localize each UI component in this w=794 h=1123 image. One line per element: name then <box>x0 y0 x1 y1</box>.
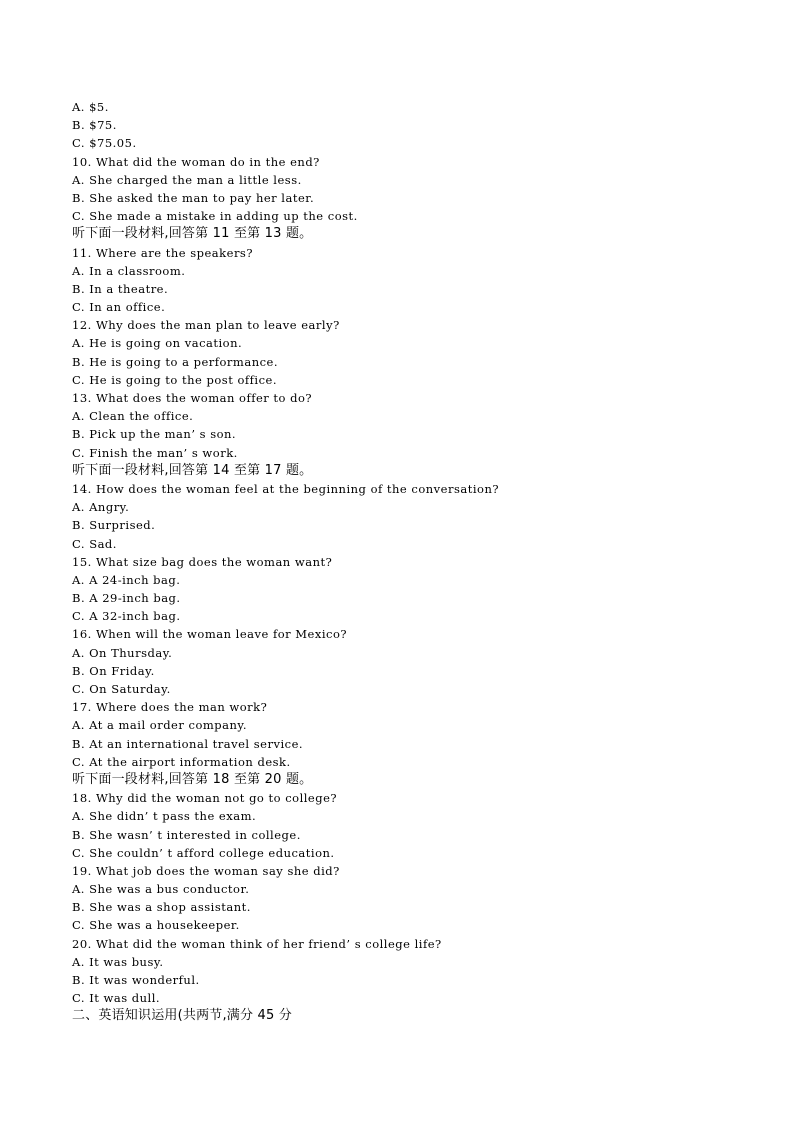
answer-option: A. Angry. <box>72 500 130 515</box>
question-text: 11. Where are the speakers? <box>72 245 254 260</box>
answer-option: A. In a classroom. <box>72 263 186 278</box>
answer-option: A. She charged the man a little less. <box>72 172 302 187</box>
answer-option: A. At a mail order company. <box>72 718 248 733</box>
answer-option: B. She asked the man to pay her later. <box>72 190 315 205</box>
answer-option: B. In a theatre. <box>72 281 169 296</box>
answer-option: C. A 32-inch bag. <box>72 609 181 624</box>
answer-option: B. She wasn’ t interested in college. <box>72 827 301 842</box>
answer-option: C. On Saturday. <box>72 682 171 696</box>
answer-option: B. $75. <box>72 118 117 133</box>
answer-option: C. She couldn’ t afford college education. <box>72 845 335 860</box>
question-text: 16. When will the woman leave for Mexico? <box>72 627 348 642</box>
answer-option: C. $75.05. <box>72 136 137 151</box>
question-text: 19. What job does the woman say she did? <box>72 863 340 878</box>
question-text: 12. Why does the man plan to leave early? <box>72 318 340 333</box>
question-text: 20. What did the woman think of her friend’ s college life? <box>72 936 442 951</box>
answer-option: C. She made a mistake in adding up the cost. <box>72 209 358 224</box>
answer-option: C. In an office. <box>72 300 166 315</box>
answer-option: C. At the airport information desk. <box>72 754 291 769</box>
answer-option: A. Clean the office. <box>72 409 194 424</box>
question-text: 15. What size bag does the woman want? <box>72 554 333 569</box>
answer-option: A. On Thursday. <box>72 645 173 660</box>
question-text: 13. What does the woman offer to do? <box>72 391 313 405</box>
answer-option: A. She didn’ t pass the exam. <box>72 809 257 824</box>
section-heading: 二、英语知识运用(共两节,满分 45 分 <box>72 1008 293 1024</box>
question-text: 18. Why did the woman not go to college? <box>72 791 338 806</box>
answer-option: C. He is going to the post office. <box>72 372 277 387</box>
answer-option: A. She was a bus conductor. <box>72 882 250 897</box>
section-heading: 听下面一段材料,回答第 11 至第 13 题。 <box>72 226 313 242</box>
answer-option: B. Pick up the man’ s son. <box>72 427 237 442</box>
question-text: 17. Where does the man work? <box>72 700 268 715</box>
document-body <box>72 98 732 1026</box>
answer-option: B. It was wonderful. <box>72 973 200 987</box>
section-heading: 听下面一段材料,回答第 18 至第 20 题。 <box>72 771 313 787</box>
answer-option: B. A 29-inch bag. <box>72 591 181 606</box>
answer-option: A. A 24-inch bag. <box>72 572 181 587</box>
answer-option: B. She was a shop assistant. <box>72 900 251 915</box>
answer-option: A. $5. <box>72 100 109 114</box>
answer-option: B. Surprised. <box>72 518 156 533</box>
question-text: 10. What did the woman do in the end? <box>72 154 320 169</box>
answer-option: B. He is going to a performance. <box>72 354 278 369</box>
answer-option: C. Finish the man’ s work. <box>72 445 238 460</box>
answer-option: A. He is going on vacation. <box>72 336 243 351</box>
answer-option: C. It was dull. <box>72 991 161 1006</box>
answer-option: A. It was busy. <box>72 954 164 969</box>
question-text: 14. How does the woman feel at the beginning of the conversation? <box>72 481 500 496</box>
answer-option: C. Sad. <box>72 536 117 551</box>
answer-option: B. On Friday. <box>72 663 155 678</box>
answer-option: B. At an international travel service. <box>72 736 304 751</box>
answer-option: C. She was a housekeeper. <box>72 918 240 933</box>
section-heading: 听下面一段材料,回答第 14 至第 17 题。 <box>72 462 313 478</box>
